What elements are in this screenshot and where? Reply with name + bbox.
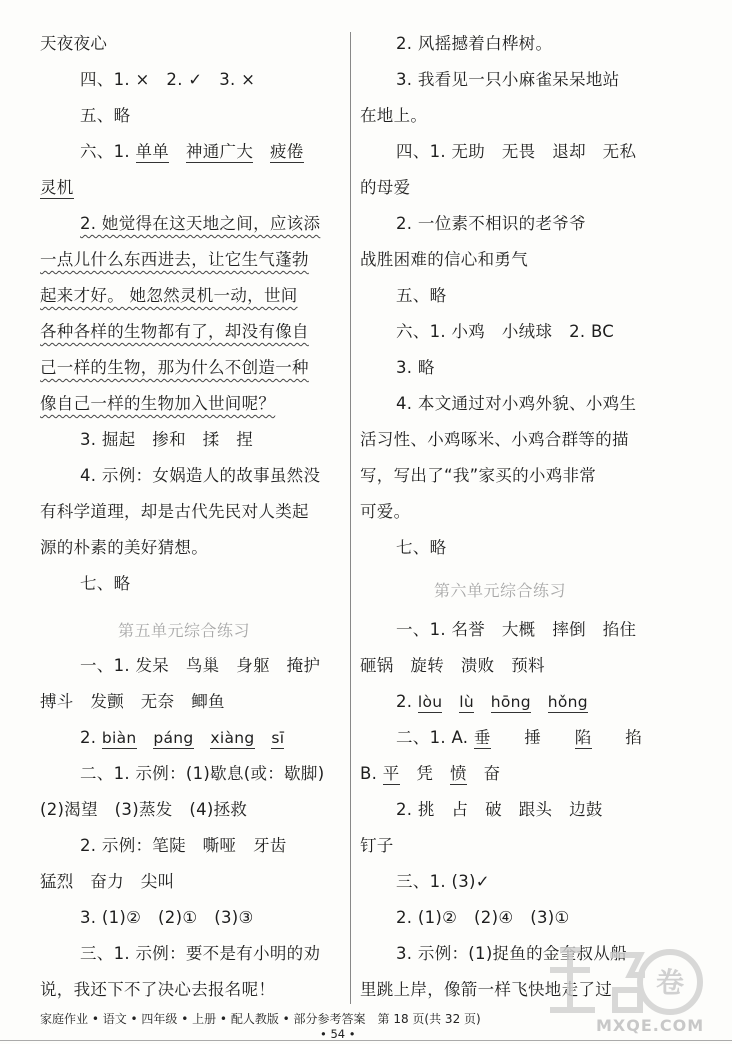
answer-line: 五、略 <box>396 286 447 305</box>
answer-line <box>360 764 500 786</box>
answer-line: 活习性、小鸡啄米、小鸡合群等的描 <box>360 430 629 449</box>
answer-line: 搏斗 发颤 无奈 鲫鱼 <box>40 692 225 711</box>
answer-line: 砸锅 旋转 溃败 预料 <box>360 656 545 675</box>
answer-line: 3. 略 <box>396 358 435 377</box>
wavy-underlined-text: 一点儿什么东西进去，让它生气蓬勃 <box>40 250 309 269</box>
answer-line <box>80 728 284 750</box>
section-heading-unit5: 第五单元综合练习 <box>118 621 251 640</box>
answer-line: 猛烈 奋力 尖叫 <box>40 872 175 891</box>
wavy-underlined-text: 2. 她觉得在这天地之间，应该添 <box>80 214 321 233</box>
page-footer: 家庭作业 • 语文 • 四年级 • 上册 • 配人教版 • 部分参考答案 第 18 页(共 32 页) <box>40 1012 481 1026</box>
pinyin-answer: xiàng <box>210 729 255 747</box>
answer-prefix: 二、1. A. <box>396 728 474 747</box>
underlined-char: 愤 <box>449 764 467 783</box>
underlined-word: 神通广大 <box>185 142 254 161</box>
underlined-word: 单单 <box>135 142 170 161</box>
answer-line <box>396 728 642 750</box>
pinyin-answer: sī <box>271 729 285 747</box>
answer-line: 七、略 <box>80 574 131 593</box>
answer-line: 源的朴素的美好猜想。 <box>40 538 208 557</box>
answer-line: 钉子 <box>360 836 394 855</box>
answer-line: 一、1. 名誉 大概 摔倒 掐住 <box>396 620 637 639</box>
underlined-word: 疲倦 <box>269 142 304 161</box>
answer-prefix: B. <box>360 764 383 783</box>
answer-line: 2. (1)② (2)④ (3)① <box>396 908 570 927</box>
answer-line: 2. 风摇撼着白桦树。 <box>396 34 553 53</box>
answer-char: 奋 <box>483 764 501 783</box>
underlined-char: 平 <box>382 764 400 783</box>
answer-line: 六、1. 小鸡 小绒球 2. BC <box>396 322 615 341</box>
answer-line <box>40 394 275 416</box>
section-heading-unit6: 第六单元综合练习 <box>434 581 567 600</box>
answer-prefix: 2. <box>80 728 102 747</box>
answer-line: 三、1. (3)✓ <box>396 872 490 891</box>
answer-line <box>80 142 304 164</box>
wavy-underlined-text: 己一样的生物，那为什么不创造一种 <box>40 358 309 377</box>
answer-prefix: 六、1. <box>80 142 136 161</box>
underlined-word: 灵机 <box>40 178 74 197</box>
answer-line <box>40 286 298 308</box>
answer-line: 三、1. 示例：要不是有小明的劝 <box>80 944 321 963</box>
answer-char: 掐 <box>625 728 642 747</box>
pinyin-answer: lòu <box>417 693 443 711</box>
column-divider <box>350 32 351 1004</box>
answer-line <box>40 358 309 380</box>
answer-line <box>80 214 320 236</box>
answer-line: 3. 示例：(1)捉鱼的金奎叔从船 <box>396 944 627 963</box>
answer-line: 4. 本文通过对小鸡外貌、小鸡生 <box>396 394 637 413</box>
answer-line: 二、1. 示例：(1)歇息(或：歇脚) <box>80 764 325 783</box>
answer-line <box>40 322 309 344</box>
answer-line: 天夜夜心 <box>40 34 108 53</box>
answer-char: 凭 <box>416 764 434 783</box>
answer-line: 七、略 <box>396 538 447 557</box>
answer-line: 3. 我看见一只小麻雀呆呆地站 <box>396 70 620 89</box>
answer-line: 一、1. 发呆 鸟巢 身躯 掩护 <box>80 656 321 675</box>
answer-line: 战胜困难的信心和勇气 <box>360 250 528 269</box>
answer-line: 四、1. × 2. ✓ 3. × <box>80 70 256 89</box>
answer-line: 2. 一位素不相识的老爷爷 <box>396 214 586 233</box>
answer-line: 说，我还下不了决心去报名呢！ <box>40 980 276 999</box>
answer-line <box>396 692 588 714</box>
answer-line: 可爱。 <box>360 502 411 521</box>
answer-line: 写，写出了“我”家买的小鸡非常 <box>360 466 597 485</box>
answer-line: (2)渴望 (3)蒸发 (4)拯救 <box>40 800 248 819</box>
answer-line: 4. 示例：女娲造人的故事虽然没 <box>80 466 321 485</box>
underlined-char: 陷 <box>574 728 592 747</box>
svg-text:卷: 卷 <box>655 966 685 999</box>
answer-line: 五、略 <box>80 106 131 125</box>
answer-prefix: 2. <box>396 692 418 711</box>
bottom-rule <box>0 1040 732 1041</box>
answer-line: 四、1. 无助 无畏 退却 无私 <box>396 142 637 161</box>
answer-line: 2. 挑 占 破 跟头 边鼓 <box>396 800 603 819</box>
answer-line: 在地上。 <box>360 106 428 125</box>
pinyin-answer: páng <box>153 729 194 747</box>
page-number: • 54 • <box>320 1027 356 1041</box>
answer-line <box>40 250 309 272</box>
pinyin-answer: hǒng <box>547 693 588 711</box>
watermark-text: MXQE.COM <box>596 1016 705 1035</box>
answer-line: 里跳上岸，像箭一样飞快地走了过 <box>360 980 612 999</box>
answer-line: 3. 掘起 掺和 揉 捏 <box>80 430 254 449</box>
wavy-underlined-text: 各种各样的生物都有了，却没有像自 <box>40 322 309 341</box>
wavy-underlined-text: 起来才好。 她忽然灵机一动，世间 <box>40 286 298 305</box>
answer-char: 捶 <box>524 728 542 747</box>
answer-line: 有科学道理，却是古代先民对人类起 <box>40 502 309 521</box>
wavy-underlined-text: 像自己一样的生物加入世间呢？ <box>40 394 276 413</box>
pinyin-answer: biàn <box>101 729 137 747</box>
answer-line: 的母爱 <box>360 178 411 197</box>
pinyin-answer: lù <box>459 693 474 711</box>
answer-line: 2. 示例：笔陡 嘶哑 牙齿 <box>80 836 287 855</box>
answer-line <box>40 178 74 200</box>
pinyin-answer: hōng <box>490 693 531 711</box>
answer-line: 3. (1)② (2)① (3)③ <box>80 908 254 927</box>
underlined-char: 垂 <box>473 728 491 747</box>
